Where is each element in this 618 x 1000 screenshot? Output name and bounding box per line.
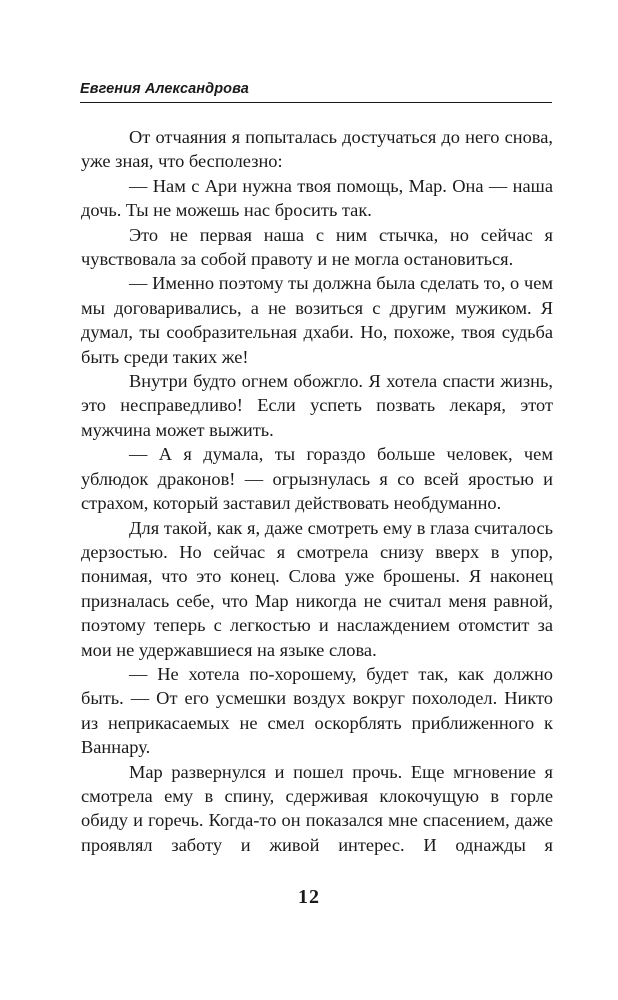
paragraph: — Нам с Ари нужна твоя помощь, Мар. Она — наша дочь. Ты не можешь нас бросить так. [81, 175, 553, 221]
paragraph: Внутри будто огнем обожгло. Я хотела спасти жизнь, это несправедливо! Если успеть позвать лекаря, этот мужчина может выжить. [81, 371, 553, 440]
paragraph: От отчаяния я попыталась достучаться до него снова, уже зная, что бесполезно: [81, 127, 553, 172]
page-body [81, 125, 553, 857]
paragraph: Мар развернулся и пошел прочь. Еще мгновение я смотрела ему в спину, сдерживая клокочущую в горле обиду и горечь. Когда-то он показался мне спасением, даже проявлял заботу и живой интерес. И однажды я [81, 761, 553, 855]
running-header [80, 78, 552, 103]
paragraph: Для такой, как я, даже смотреть ему в глаза считалось дерзостью. Но сейчас я смотрела снизу вверх в упор, понимая, что это конец. Слова уже брошены. Я наконец призналась себе, что Мар никогда не считал меня равной, поэтому теперь с легкостью и наслаждением отомстит за мои не удержавшиеся на языке слова. [81, 517, 553, 660]
paragraph: — Не хотела по-хорошему, будет так, как должно быть. — От его усмешки воздух вокруг похолодел. Никто из неприкасаемых не смел оскорблять приближенного к Ваннару. [81, 663, 553, 758]
paragraph: — А я думала, ты гораздо больше человек, чем ублюдок драконов! — огрызнулась я со всей яростью и страхом, который заставил действовать необдуманно. [81, 444, 553, 514]
paragraph: Это не первая наша с ним стычка, но сейчас я чувствовала за собой правоту и не могла остановиться. [81, 224, 553, 270]
page-number: 12 [298, 886, 320, 908]
running-header-author: Евгения Александрова [80, 81, 249, 97]
paragraph: — Именно поэтому ты должна была сделать то, о чем мы договаривались, а не возиться с другим мужиком. Я думал, ты сообразительная дхаби. Но, похоже, твоя судьба быть среди таких же! [81, 273, 553, 367]
